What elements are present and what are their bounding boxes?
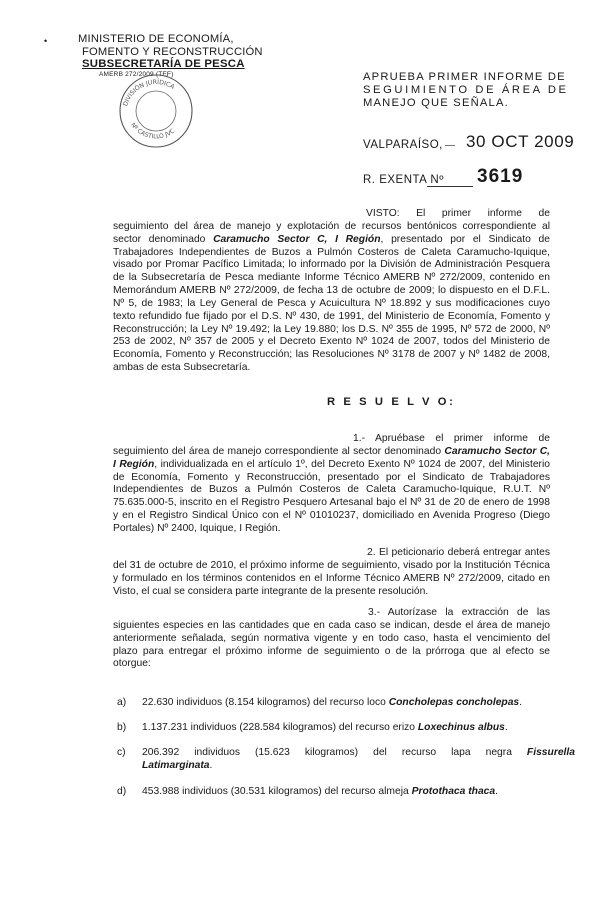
item-d-species: Protothaca thaca	[411, 786, 496, 797]
item-c-species: Fissurella Latimarginata	[142, 747, 575, 771]
article-1-text-a: Apruébase el primer informe de seguimiento del área de manejo correspondiente al sector denominado	[113, 433, 550, 457]
item-a-label: a)	[117, 697, 127, 708]
ministry-name-line1: MINISTERIO DE ECONOMÍA,	[78, 33, 234, 45]
species-item-c	[117, 747, 577, 775]
item-b-species: Loxechinus albus	[417, 722, 505, 733]
amerb-reference: AMERB 272/2009 (TEF)	[99, 71, 174, 78]
item-b-end: .	[504, 722, 508, 733]
date-dash	[445, 145, 455, 146]
ministry-name-line2: FOMENTO Y RECONSTRUCCIÓN	[82, 46, 263, 58]
item-d-end: .	[495, 786, 499, 797]
resolution-underline	[427, 186, 473, 187]
article-3-text: Autorízase la extracción de las siguientes especies en las cantidades que en cada caso se indican, desde el área de manejo anteriormente señalada, según normativa vigente y en todo caso, hasta el vencimiento del plazo para entregar el próximo informe de seguimiento o de la prórroga que al efecto se otorgue:	[113, 607, 550, 670]
header-bullet: •	[44, 36, 48, 46]
item-c-text: 206.392 individuos (15.623 kilogramos) del recurso lapa negra	[142, 747, 527, 758]
visto-sector: Caramucho Sector C, I Región	[213, 233, 381, 245]
item-d-text: 453.988 individuos (30.531 kilogramos) del recurso almeja	[142, 786, 412, 797]
species-item-a	[117, 697, 577, 711]
article-2	[113, 547, 550, 598]
stamp-text-top: DIVISIÓN JURÍDICA	[122, 78, 176, 108]
office-stamp-seal	[115, 70, 197, 152]
article-1	[113, 433, 550, 536]
item-a-end: .	[519, 697, 523, 708]
item-a-text: 22.630 individuos (8.154 kilogramos) del recurso loco	[142, 697, 389, 708]
resuelvo-heading: R E S U E L V O:	[327, 396, 456, 408]
item-d-label: d)	[117, 786, 127, 797]
article-2-number: 2.	[367, 547, 376, 558]
subject-line3: MANEJO QUE SEÑALA.	[363, 97, 509, 109]
stamp-text-bottom: Nº CASTILLO JVC	[129, 121, 177, 141]
item-a-species: Concholepas concholepas	[388, 697, 520, 708]
item-c-label: c)	[117, 747, 126, 758]
article-1-sector: Caramucho Sector C, I Región	[113, 445, 551, 470]
resolution-label: R. EXENTA Nº	[363, 174, 444, 186]
article-1-number: 1.-	[353, 433, 366, 444]
place-label: VALPARAÍSO,	[363, 139, 443, 151]
species-item-b	[117, 722, 577, 736]
visto-lead: VISTO:	[366, 208, 400, 219]
subject-line2: SEGUIMIENTO DE ÁREA DE	[363, 84, 569, 96]
item-b-label: b)	[117, 722, 127, 733]
subsecretaria-name: SUBSECRETARÍA DE PESCA	[82, 58, 245, 70]
resolution-number: 3619	[477, 166, 524, 187]
subject-line1: APRUEBA PRIMER INFORME DE	[363, 71, 566, 83]
item-c-end: .	[209, 759, 213, 771]
article-1-text-b: , individualizada en el artículo 1º, del Decreto Exento Nº 1024 de 2007, del Ministerio de Economía, Fomento y Reconstrucción, presentado por el Sindicato de Trabajadores Independientes de Buzos a Pulmón Costeros de Caleta Caramucho-Iquique, R.U.T. Nº 75.635.000-5, inscrito en el Registro Pesquero Artesanal bajo el Nº 31 de 20 de enero de 1998 y en el Registro Sindical Único con el Nº 01010237, domiciliado en Avenida Progreso (Diego Portales) Nº 2400, Iquique, I Región.	[113, 458, 550, 534]
date-stamp: 30 OCT 2009	[466, 132, 575, 151]
species-item-d	[117, 786, 577, 800]
visto-paragraph	[113, 208, 550, 375]
article-3	[113, 607, 550, 671]
article-2-text: El peticionario deberá entregar antes del 31 de octubre de 2010, el próximo informe de seguimiento, visado por la Institución Técnica y formulado en los términos contenidos en el Informe Técnico AMERB Nº 272/2009, citado en Visto, el cual se considera parte integrante de la presente resolución.	[113, 547, 550, 597]
visto-text-b: , presentado por el Sindicato de Trabajadores Independientes de Buzos a Pulmón Costeros de Caleta Caramucho-Iquique, visado por Promar Pacífico Limitada; lo informado por la División de Administración Pesquera de la Subsecretaría de Pesca mediante Informe Técnico AMERB Nº 272/2009, contenido en Memorándum AMERB Nº 272/2009, de fecha 13 de octubre de 2009; lo dispuesto en el D.F.L. Nº 5, de 1983; la Ley General de Pesca y Acuicultura Nº 18.892 y sus modificaciones cuyo texto refundido fue fijado por el D.S. Nº 430, de 1991, del Ministerio de Economía, Fomento y Reconstrucción; la Ley Nº 19.492; la Ley 19.880; los D.S. Nº 355 de 1995, Nº 572 de 2000, Nº 253 de 2002, Nº 357 de 2005 y el Decreto Exento Nº 1024 de 2007, todos del Ministerio de Economía, Fomento y Reconstrucción; las Resoluciones Nº 3178 de 2007 y Nº 1482 de 2008, ambas de esta Subsecretaría.	[113, 233, 550, 374]
visto-text-a: El primer informe de seguimiento del área de manejo y explotación de recursos bentónicos correspondiente al sector denominado	[113, 208, 550, 245]
item-b-text: 1.137.231 individuos (228.584 kilogramos) del recurso erizo	[142, 722, 418, 733]
article-3-number: 3.-	[368, 607, 381, 618]
